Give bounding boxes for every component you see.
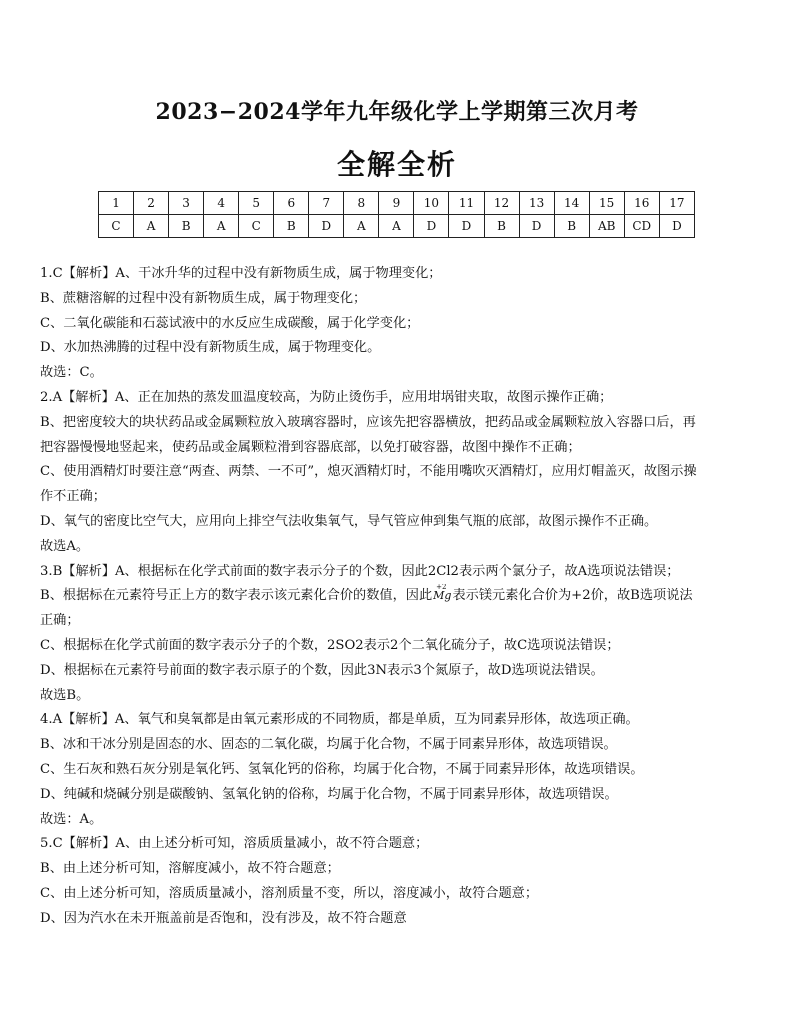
question-number: 2 (134, 192, 169, 215)
answer-cell: D (414, 215, 449, 238)
answer-table-answer-row (99, 215, 695, 238)
solution-line: 1.C【解析】A、干冰升华的过程中没有新物质生成，属于物理变化； (40, 266, 442, 281)
question-number: 13 (519, 192, 554, 215)
answer-cell: A (379, 215, 414, 238)
question-number: 17 (659, 192, 694, 215)
question-number: 6 (274, 192, 309, 215)
valence-notation (433, 584, 451, 609)
solution-line: 故选B。 (40, 687, 90, 703)
solution-line: 故选：C。 (40, 365, 103, 381)
question-number: 5 (239, 192, 274, 215)
answer-cell: A (344, 215, 379, 238)
question-number: 16 (624, 192, 659, 215)
solution-line-q3b (40, 584, 758, 609)
q3b-text-after: 表示镁元素化合价为+2价，故B选项说法 (452, 588, 693, 604)
solution-line: 故选A。 (40, 538, 90, 554)
answer-cell: B (169, 215, 204, 238)
solution-line: D、因为汽水在未开瓶盖前是否饱和，没有涉及，故不符合题意 (40, 910, 407, 926)
solution-line: C、使用酒精灯时要注意“两查、两禁、一不可”，熄灭酒精灯时，不能用嘴吹灭酒精灯，应用灯帽盖灭，故图示操 (40, 464, 697, 480)
solution-line: B、冰和干冰分别是固态的水、固态的二氧化碳，均属于化合物，不属于同素异形体，故选项错误。 (40, 737, 617, 753)
answer-cell: D (309, 215, 344, 238)
answer-cell: B (484, 215, 519, 238)
answer-cell: D (449, 215, 484, 238)
question-number: 8 (344, 192, 379, 215)
solution-line: D、氧气的密度比空气大，应用向上排空气法收集氧气，导气管应伸到集气瓶的底部，故图示操作不正确。 (40, 513, 658, 529)
solution-line: D、纯碱和烧碱分别是碳酸钠、氢氧化钠的俗称，均属于化合物，不属于同素异形体，故选项错误。 (40, 786, 618, 802)
solution-line: B、蔗糖溶解的过程中没有新物质生成，属于物理变化； (40, 290, 367, 306)
answer-cell: B (554, 215, 589, 238)
solution-line: C、根据标在化学式前面的数字表示分子的个数，2SO2表示2个二氧化硫分子，故C选项说法错误； (40, 637, 620, 653)
answer-cell: CD (624, 215, 659, 238)
question-number: 12 (484, 192, 519, 215)
solution-line: D、水加热沸腾的过程中没有新物质生成，属于物理变化。 (40, 340, 381, 356)
solution-line: C、生石灰和熟石灰分别是氧化钙、氢氧化钙的俗称，均属于化合物，不属于同素异形体，故选项错误。 (40, 761, 644, 777)
valence-charge: +2 (436, 584, 447, 592)
question-number: 14 (554, 192, 589, 215)
solution-line: 作不正确； (40, 489, 106, 505)
answer-cell: A (134, 215, 169, 238)
question-number: 9 (379, 192, 414, 215)
solution-line: 正确； (40, 613, 80, 629)
solutions-body (40, 262, 758, 932)
solution-line: 把容器慢慢地竖起来，使药品或金属颗粒滑到容器底部，以免打破容器，故图中操作不正确； (40, 439, 581, 455)
solution-line: D、根据标在元素符号前面的数字表示原子的个数，因此3N表示3个氮原子，故D选项说法错误。 (40, 662, 604, 678)
answer-cell: C (239, 215, 274, 238)
answer-cell: AB (589, 215, 624, 238)
question-number: 10 (414, 192, 449, 215)
q3b-text-before: B、根据标在元素符号正上方的数字表示该元素化合价的数值，因此 (40, 588, 433, 604)
solution-line: 2.A【解析】A、正在加热的蒸发皿温度较高，为防止烫伤手，应用坩埚钳夹取，故图示操作正确； (40, 389, 613, 405)
page-subtitle: 全解全析 (336, 148, 457, 181)
page-title: 2023−2024学年九年级化学上学期第三次月考 (155, 99, 639, 125)
question-number: 15 (589, 192, 624, 215)
solution-line: 5.C【解析】A、由上述分析可知，溶质质量减小，故不符合题意； (40, 836, 429, 852)
solution-line: 故选：A。 (40, 811, 103, 827)
answer-cell: B (274, 215, 309, 238)
valence-symbol: Mg (433, 589, 452, 603)
question-number: 4 (204, 192, 239, 215)
question-number: 3 (169, 192, 204, 215)
answer-cell: C (99, 215, 134, 238)
question-number: 11 (449, 192, 484, 215)
answer-table-number-row (99, 192, 695, 215)
solution-line: C、二氧化碳能和石蕊试液中的水反应生成碳酸，属于化学变化； (40, 315, 420, 331)
solution-line: C、由上述分析可知，溶质质量减小，溶剂质量不变，所以，溶度减小，故符合题意； (40, 885, 539, 901)
answer-cell: D (519, 215, 554, 238)
solution-line: 4.A【解析】A、氧气和臭氧都是由氧元素形成的不同物质，都是单质，互为同素异形体，故选项正确。 (40, 712, 639, 728)
answer-cell: A (204, 215, 239, 238)
solution-line: B、把密度较大的块状药品或金属颗粒放入玻璃容器时，应该先把容器横放，把药品或金属颗粒放入容器口后，再 (40, 414, 696, 430)
answer-cell: D (659, 215, 694, 238)
solution-line: 3.B【解析】A、根据标在化学式前面的数字表示分子的个数，因此2Cl2表示两个氯分子，故A选项说法错误； (40, 563, 680, 579)
question-number: 1 (99, 192, 134, 215)
solution-line: B、由上述分析可知，溶解度减小，故不符合题意； (40, 861, 340, 877)
question-number: 7 (309, 192, 344, 215)
answer-table (98, 191, 695, 238)
